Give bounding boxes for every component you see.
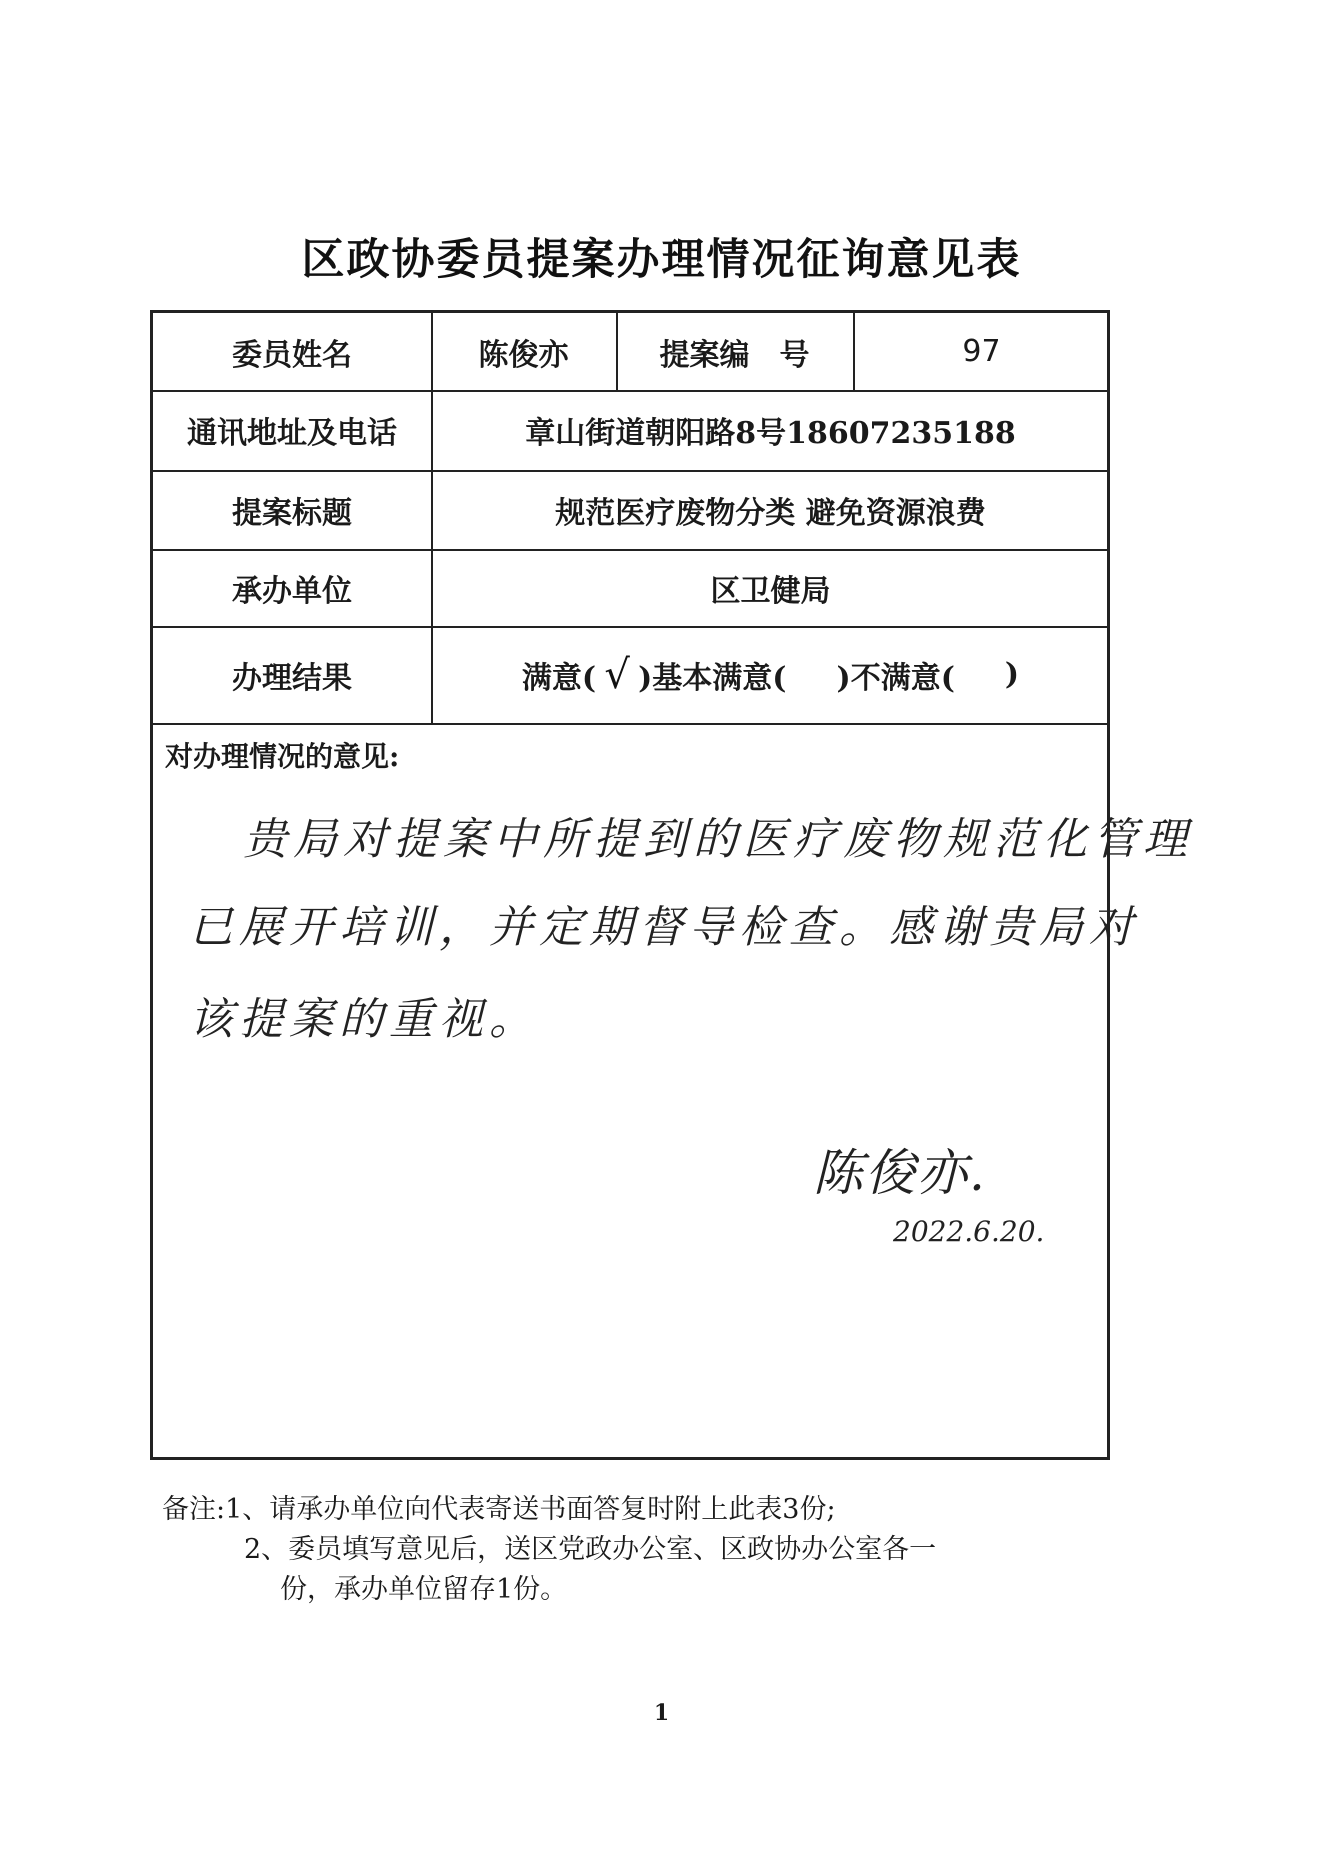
opinion-label: 对办理情况的意见: [165, 740, 400, 773]
page-title: 区政协委员提案办理情况征询意见表 [301, 235, 1022, 285]
member-name-label: 委员姓名 [232, 337, 352, 373]
handwritten-opinion-line: 贵局对提案中所提到的医疗废物规范化管理 [243, 814, 1193, 865]
handling-unit-label: 承办单位 [232, 573, 352, 609]
proposal-number-label: 提案编 号 [659, 337, 810, 373]
result-unsatisfied-option: )不满意( [836, 660, 955, 696]
remark-line: 1、请承办单位向代表寄送书面答复时附上此表3份; [225, 1494, 836, 1525]
row-divider [153, 723, 1107, 725]
handwritten-opinion-line: 该提案的重视。 [189, 994, 539, 1045]
remark-line: 2、委员填写意见后，送区党政办公室、区政协办公室各一 [244, 1534, 937, 1565]
signature-date: 2022.6.20. [893, 1215, 1045, 1248]
check-mark-icon: √ [604, 651, 630, 698]
result-options [431, 626, 1110, 723]
result-basic-satisfied-option: )基本满意( [638, 660, 787, 696]
signature: 陈俊亦. [813, 1144, 987, 1202]
remarks [162, 1490, 936, 1610]
result-satisfied-option: 满意( [521, 660, 597, 696]
result-label: 办理结果 [232, 660, 352, 696]
result-close-paren: ) [1004, 657, 1020, 692]
remark-line: 份，承办单位留存1份。 [280, 1574, 568, 1605]
proposal-title-value: 规范医疗废物分类 避免资源浪费 [555, 495, 986, 531]
handwritten-opinion-line: 已展开培训，并定期督导检查。感谢贵局对 [189, 902, 1139, 953]
page-number: 1 [653, 1700, 670, 1726]
address-value: 章山街道朝阳路8号18607235188 [525, 416, 1016, 451]
remarks-label: 备注: [162, 1494, 226, 1525]
address-label: 通讯地址及电话 [187, 416, 397, 451]
member-name-value: 陈俊亦 [478, 337, 569, 373]
proposal-number-value: 97 [962, 334, 1001, 369]
feedback-form-table [150, 310, 1193, 1460]
proposal-title-label: 提案标题 [232, 495, 352, 531]
handling-unit-value: 区卫健局 [710, 573, 831, 609]
